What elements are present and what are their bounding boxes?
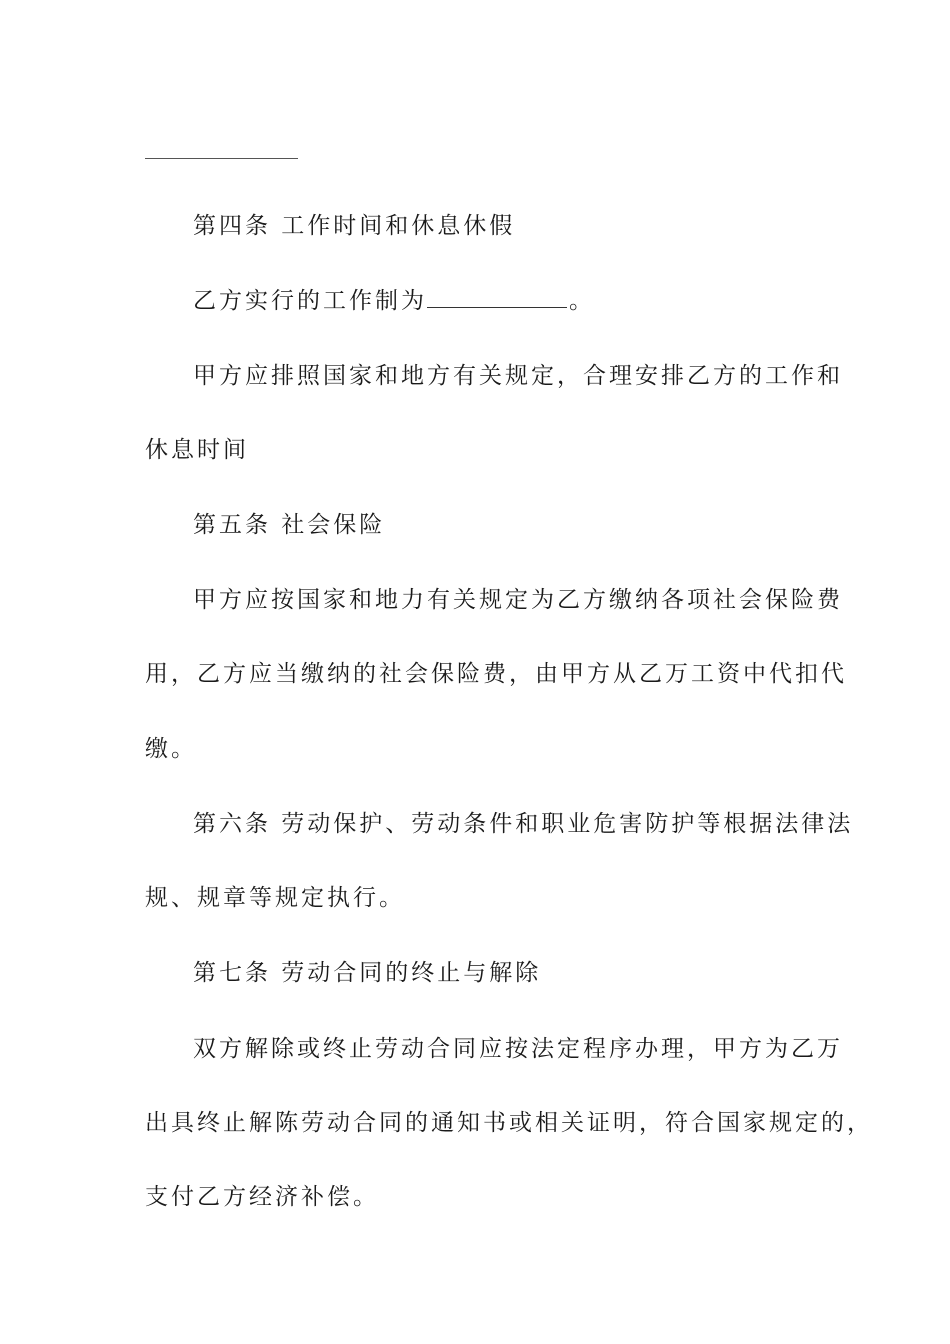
paragraph-line: 甲方应按国家和地力有关规定为乙方缴纳各项社会保险费 <box>193 587 843 613</box>
paragraph-line: 缴。 <box>145 736 197 762</box>
work-system-blank[interactable] <box>427 285 567 308</box>
paragraph-line: 规、规章等规定执行。 <box>145 885 405 911</box>
work-system-text: 乙方实行的工作制为 <box>193 288 427 314</box>
article-7-heading: 第七条 劳动合同的终止与解除 <box>193 960 542 986</box>
work-system-end: 。 <box>569 288 595 314</box>
article-5-heading: 第五条 社会保险 <box>193 512 386 538</box>
article-4-heading: 第四条 工作时间和休息休假 <box>193 213 516 239</box>
paragraph-line: 用，乙方应当缴纳的社会保险费，由甲方从乙万工资中代扣代 <box>145 661 847 687</box>
paragraph-line: 休息时间 <box>145 437 249 463</box>
paragraph-line: 甲方应排照国家和地方有关规定，合理安排乙方的工作和 <box>193 363 843 389</box>
article-6-heading: 第六条 劳动保护、劳动条件和职业危害防护等根据法律法 <box>193 811 854 837</box>
work-system-line <box>193 285 863 316</box>
paragraph-line: 支付乙方经济补偿。 <box>145 1184 379 1210</box>
paragraph-line: 出具终止解陈劳动合同的通知书或相关证明，符合国家规定的， <box>145 1110 873 1136</box>
top-rule <box>145 158 298 159</box>
paragraph-line: 双方解除或终止劳动合同应按法定程序办理，甲方为乙万 <box>193 1036 843 1062</box>
